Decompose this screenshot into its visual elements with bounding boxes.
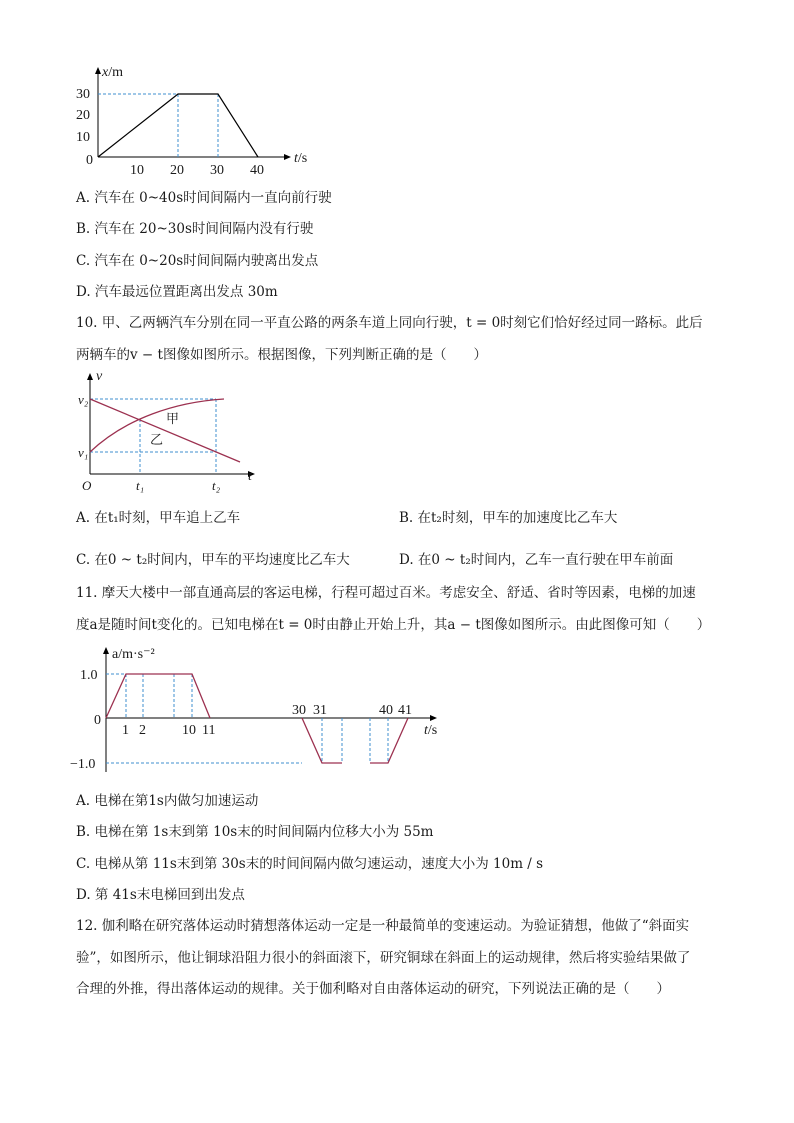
svg-text:1.0: 1.0: [80, 668, 98, 683]
q12-line3: 合理的外推，得出落体运动的规律。关于伽利略对自由落体运动的研究，下列说法正确的是（ ）: [76, 981, 670, 997]
svg-text:t₁: t₁: [136, 478, 145, 493]
svg-text:v₂: v₂: [78, 392, 89, 407]
svg-text:v₁: v₁: [78, 445, 89, 460]
svg-text:20: 20: [170, 163, 184, 178]
svg-text:v: v: [96, 369, 103, 384]
q10-option-d: D. 在0 ~ t₂时间内，乙车一直行驶在甲车前面: [399, 552, 674, 568]
svg-text:41: 41: [398, 703, 412, 718]
svg-text:30: 30: [76, 87, 90, 102]
q10-option-c: C. 在0 ~ t₂时间内，甲车的平均速度比乙车大: [76, 552, 350, 568]
q9-option-b: B. 汽车在 20~30s时间间隔内没有行驶: [76, 221, 314, 237]
svg-text:1: 1: [122, 723, 129, 738]
svg-text:t₂: t₂: [212, 478, 221, 493]
svg-text:40: 40: [379, 703, 393, 718]
q12-line1: 12. 伽利略在研究落体运动时猜想落体运动一定是一种最简单的变速运动。为验证猜想，他做了“斜面实: [76, 918, 690, 934]
svg-text:10: 10: [76, 130, 90, 145]
svg-text:30: 30: [292, 703, 306, 718]
acceleration-curve-up: [106, 674, 210, 718]
svg-text:20: 20: [76, 108, 90, 123]
svg-text:t: t: [248, 469, 252, 484]
svg-text:40: 40: [250, 163, 264, 178]
q10-stem-line2: 两辆车的v − t图像如图所示。根据图像，下列判断正确的是（ ）: [76, 347, 487, 363]
svg-text:31: 31: [313, 703, 327, 718]
q11-option-b: B. 电梯在第 1s末到第 10s末的时间间隔内位移大小为 55m: [76, 824, 434, 840]
svg-text:a/m·s⁻²: a/m·s⁻²: [112, 647, 155, 662]
vt-graph: [76, 366, 266, 496]
svg-text:t/s: t/s: [424, 723, 438, 738]
svg-text:t/s: t/s: [294, 151, 308, 166]
q9-option-c: C. 汽车在 0~20s时间间隔内驶离出发点: [76, 253, 319, 269]
q10-option-b: B. 在t₂时刻，甲车的加速度比乙车大: [399, 510, 618, 526]
svg-text:10: 10: [182, 723, 196, 738]
svg-text:x/m: x/m: [102, 65, 123, 80]
svg-text:0: 0: [86, 153, 93, 168]
xt-graph: [76, 60, 320, 180]
q11-option-a: A. 电梯在第1s内做匀加速运动: [76, 793, 259, 809]
svg-text:10: 10: [130, 163, 144, 178]
svg-text:0: 0: [94, 713, 101, 728]
svg-text:−1.0: −1.0: [70, 757, 96, 772]
q11-option-c: C. 电梯从第 11s末到第 30s末的时间间隔内做匀速运动，速度大小为 10m / s: [76, 856, 544, 872]
svg-text:30: 30: [210, 163, 224, 178]
q10-option-a: A. 在t₁时刻，甲车追上乙车: [76, 510, 241, 526]
svg-text:O: O: [82, 478, 92, 493]
svg-text:11: 11: [202, 723, 216, 738]
q9-option-d: D. 汽车最远位置距离出发点 30m: [76, 284, 278, 300]
curve-yi: [90, 399, 240, 462]
q11-stem-line1: 11. 摩天大楼中一部直通高层的客运电梯，行程可超过百米。考虑安全、舒适、省时等因素，电梯的加速: [76, 585, 696, 601]
q12-line2: 验”，如图所示，他让铜球沿阻力很小的斜面滚下，研究铜球在斜面上的运动规律，然后将实验结果做了: [76, 950, 691, 966]
at-graph: [70, 642, 456, 782]
svg-text:2: 2: [139, 723, 146, 738]
q10-stem-line1: 10. 甲、乙两辆汽车分别在同一平直公路的两条车道上同向行驶，t = 0时刻它们恰好经过同一路标。此后: [76, 315, 703, 331]
q9-option-a: A. 汽车在 0~40s时间间隔内一直向前行驶: [76, 190, 332, 206]
svg-text:乙: 乙: [150, 432, 164, 447]
svg-text:甲: 甲: [166, 411, 180, 426]
q11-stem-line2: 度a是随时间t变化的。已知电梯在t = 0时由静止开始上升，其a − t图像如图所示。由此图像可知（ ）: [76, 617, 711, 633]
q11-option-d: D. 第 41s末电梯回到出发点: [76, 887, 245, 903]
